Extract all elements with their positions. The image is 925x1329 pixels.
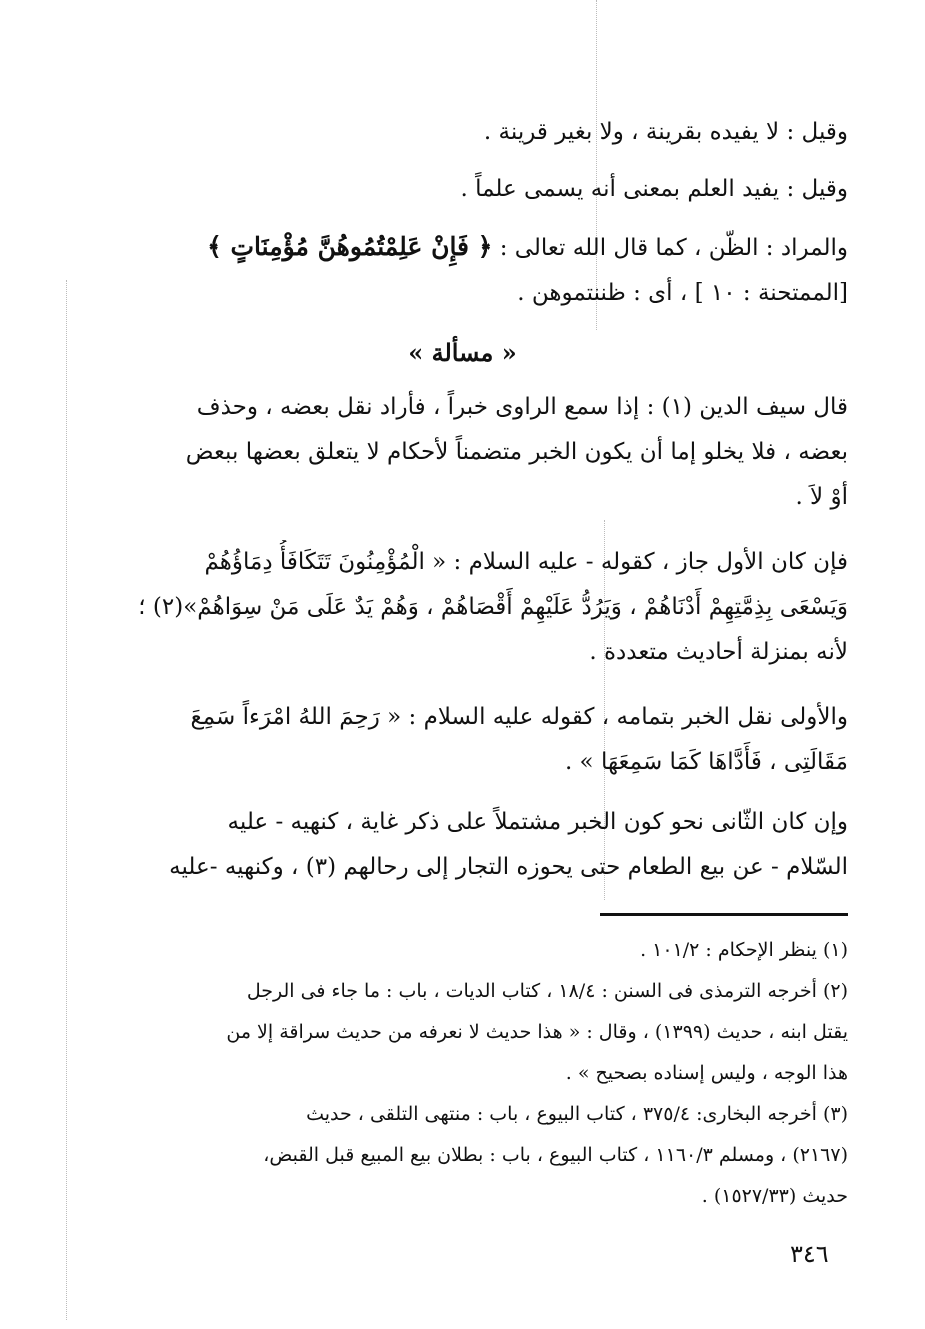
text-line-3 [128,224,848,271]
paragraph-2-line-1: فإن كان الأول جاز ، كقوله - عليه السلام : « الْمُؤْمِنُونَ تَتَكَافَأُ دِمَاؤُهُمْ [204,549,848,575]
footnote-separator [600,913,848,916]
paragraph-3 [128,695,848,785]
footnotes [128,930,848,1217]
footnote-3-line-2: (٢١٦٧) ، ومسلم ١١٦٠/٣ ، كتاب البيوع ، باب : بطلان بيع المبيع قبل القبض، [263,1144,848,1166]
paragraph-1-line-2: بعضه ، فلا يخلو إما أن يكون الخبر متضمناً لأحكام لا يتعلق بعضها ببعض [185,439,848,465]
text-line-3-prose: والمراد : الظّن ، كما قال الله تعالى : [499,235,848,261]
footnote-2-line-2: يقتل ابنه ، حديث (١٣٩٩) ، وقال : « هذا حديث لا نعرفه من حديث سراقة إلا من [226,1021,848,1043]
paragraph-3-line-1: والأولى نقل الخبر بتمامه ، كقوله عليه السلام : « رَحِمَ اللهُ امْرَءاً سَمِعَ [190,704,848,730]
paragraph-1 [128,385,848,520]
paragraph-1-line-3: أوْ لاَ . [795,484,848,510]
footnote-2-line-1: (٢) أخرجه الترمذى فى السنن : ١٨/٤ ، كتاب الديات ، باب : ما جاء فى الرجل [246,980,848,1002]
paragraph-2-line-3: لأنه بمنزلة أحاديث متعددة . [589,639,848,665]
footnote-3-line-1: (٣) أخرجه البخارى: ٣٧٥/٤ ، كتاب البيوع ، باب : منتهى التلقى ، حديث [306,1103,848,1125]
paragraph-4 [128,800,848,890]
text-line-2: وقيل : يفيد العلم بمعنى أنه يسمى علماً . [460,176,848,202]
paragraph-4-line-2: السّلام - عن بيع الطعام حتى يحوزه التجار إلى رحالهم (٣) ، وكنهيه -عليه [169,854,848,880]
scan-line [66,280,67,1320]
footnote-3-line-3: حديث (١٥٢٧/٣٣) . [701,1185,848,1207]
paragraph-1-line-1: قال سيف الدين (١) : إذا سمع الراوى خبراً ، فأراد نقل بعضه ، وحذف [196,394,848,420]
paragraph-2 [128,540,848,675]
paragraph-4-line-1: وإن كان الثّانى نحو كون الخبر مشتملاً على ذكر غاية ، كنهيه - عليه [227,809,848,835]
page-number: ٣٤٦ [790,1240,829,1268]
section-heading: « مسألة » [408,338,517,367]
paragraph-2-line-2: وَيَسْعَى بِذِمَّتِهِمْ أَدْنَاهُمْ ، وَيَرُدُّ عَلَيْهِمْ أَقْصَاهُمْ ، وَهُمْ يَدٌ عَلَى مَنْ سِوَاهُمْ»(٢) ؛ [138,594,848,620]
paragraph-3-line-2: مَقَالَتِى ، فَأَدَّاهَا كَمَا سَمِعَهَا » . [564,749,848,775]
footnote-2-line-3: هذا الوجه ، وليس إسناده بصحيح » . [565,1062,848,1084]
text-line-1: وقيل : لا يفيده بقرينة ، ولا بغير قرينة . [483,119,848,145]
text-line-4: [الممتحنة : ١٠ ] ، أى : ظننتموهن . [517,280,848,306]
footnote-1: (١) ينظر الإحكام : ١٠١/٢ . [640,939,848,961]
quran-verse: ﴿ فَإِنْ عَلِمْتُمُوهُنَّ مُؤْمِنَاتٍ ﴾ [207,232,493,261]
opening-lines [128,110,848,316]
